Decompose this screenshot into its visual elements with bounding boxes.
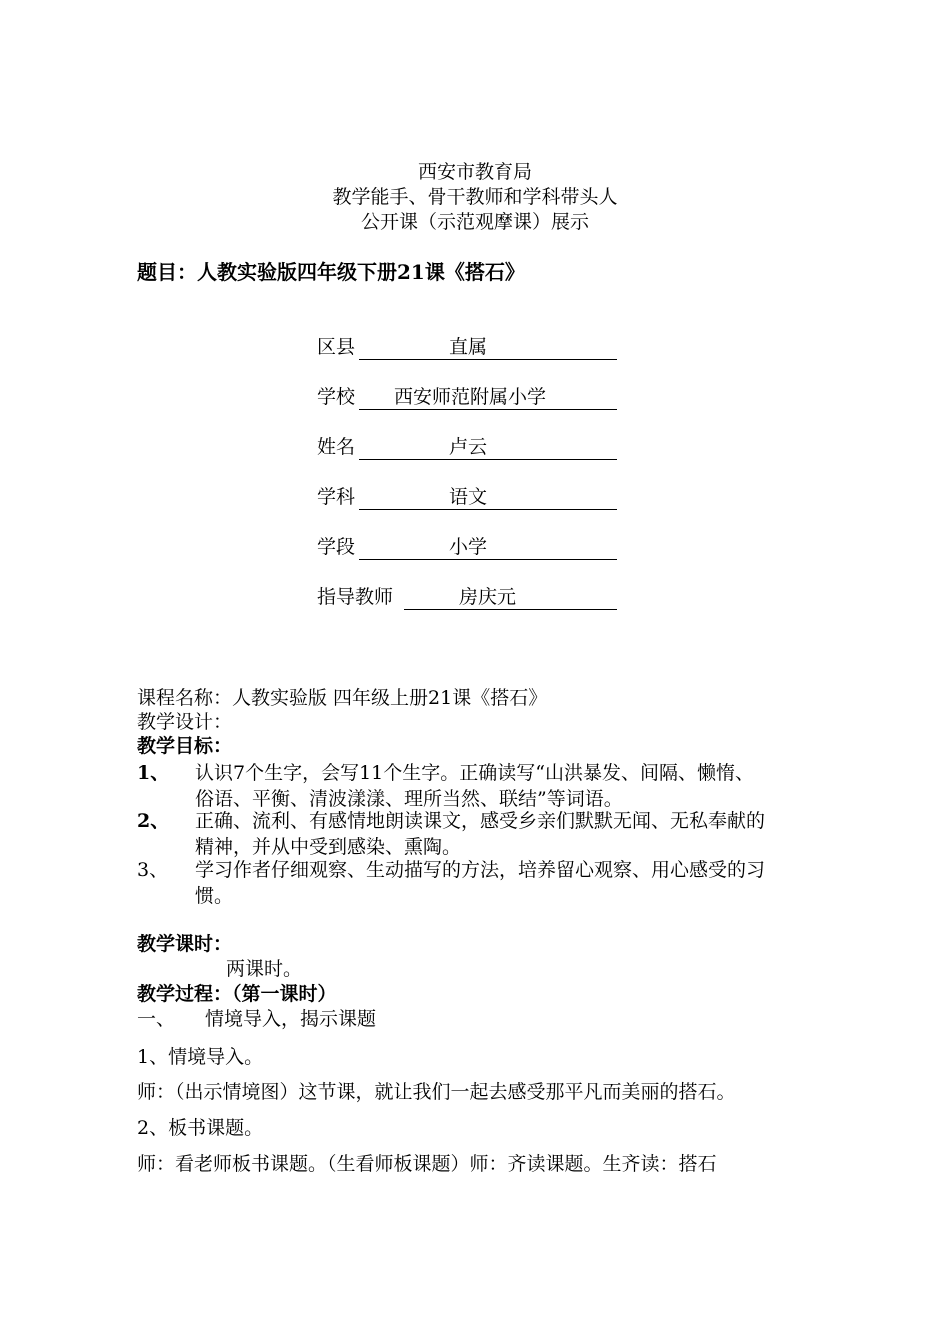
- field-label: 姓名: [317, 436, 356, 458]
- goal-text-line: 惯。: [195, 885, 234, 907]
- field-label: 学科: [317, 486, 356, 508]
- field-value: 小学: [449, 536, 488, 558]
- process-heading: 教学过程：（第一课时）: [137, 983, 337, 1005]
- field-label: 学校: [317, 386, 356, 408]
- teacher-line: 师：看老师板书课题。（生看师板课题）师：齐读课题。生齐读：搭石: [137, 1153, 717, 1175]
- field-value: 语文: [449, 486, 488, 508]
- field-value: 西安师范附属小学: [394, 386, 547, 408]
- goal-number: 3、: [137, 859, 169, 881]
- goal-text-line: 正确、流利、有感情地朗读课文，感受乡亲们默默无闻、无私奉献的: [195, 810, 766, 832]
- section-number: 一、: [137, 1008, 176, 1030]
- field-label: 区县: [317, 336, 356, 358]
- field-label: 指导教师: [317, 586, 394, 608]
- goal-text-line: 认识7个生字，会写11个生字。正确读写“山洪暴发、间隔、懒惰、: [195, 762, 754, 784]
- header-line-2: 教学能手、骨干教师和学科带头人: [332, 186, 618, 208]
- goal-text-line: 学习作者仔细观察、生动描写的方法，培养留心观察、用心感受的习: [195, 859, 766, 881]
- step-text: 2、板书课题。: [137, 1117, 264, 1139]
- field-subject: [317, 484, 617, 512]
- hours-heading: 教学课时：: [137, 933, 233, 955]
- section-title: 情境导入，揭示课题: [205, 1008, 377, 1030]
- field-value: 房庆元: [459, 586, 517, 608]
- field-value: 直属: [449, 336, 488, 358]
- header-line-3: 公开课（示范观摩课）展示: [360, 211, 589, 233]
- lesson-title: 题目：人教实验版四年级下册21课《搭石》: [137, 260, 525, 284]
- field-district: [317, 334, 617, 362]
- field-value: 卢云: [449, 436, 488, 458]
- field-name: [317, 434, 617, 462]
- goal-number: 1、: [137, 762, 170, 784]
- goal-number: 2、: [137, 810, 170, 832]
- underline: [359, 333, 617, 360]
- header-line-1: 西安市教育局: [417, 161, 532, 183]
- course-name: 课程名称：人教实验版 四年级上册21课《搭石》: [137, 687, 548, 709]
- goals-heading: 教学目标：: [137, 735, 233, 757]
- goal-text-line: 精神，并从中受到感染、熏陶。: [195, 836, 462, 858]
- step-text: 1、情境导入。: [137, 1046, 264, 1068]
- field-stage: [317, 534, 617, 562]
- underline: [359, 483, 617, 510]
- underline: [359, 533, 617, 560]
- design-label: 教学设计：: [137, 711, 233, 733]
- underline: [359, 433, 617, 460]
- field-mentor: [317, 584, 617, 612]
- goal-text-line: 俗语、平衡、清波漾漾、理所当然、联结”等词语。: [195, 788, 623, 810]
- field-school: [317, 384, 617, 412]
- teacher-line: 师：（出示情境图）这节课，就让我们一起去感受那平凡而美丽的搭石。: [137, 1081, 736, 1103]
- field-label: 学段: [317, 536, 356, 558]
- hours-value: 两课时。: [226, 958, 303, 980]
